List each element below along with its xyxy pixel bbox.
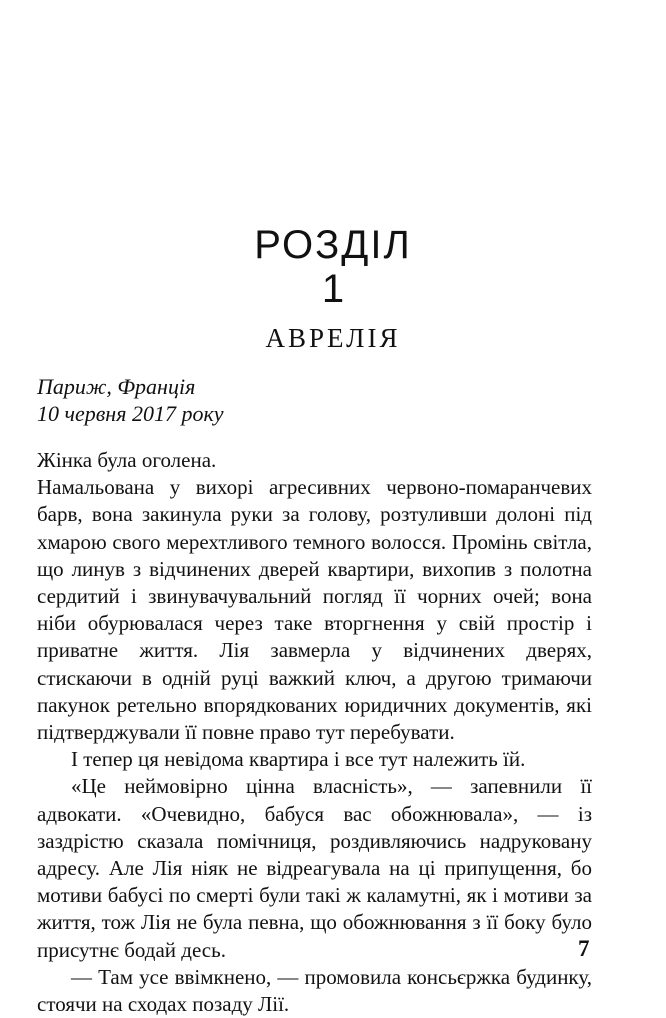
- chapter-number: 1: [321, 267, 345, 311]
- location-place: Париж, Франція: [37, 374, 196, 399]
- body-text: [37, 447, 592, 1018]
- paragraph: «Це неймовірно цінна власність», — запевнили її адвокати. «Очевидно, бабуся вас обожнювала», — із заздрістю сказала помічниця, роздивляючись надруковану адресу. Але Лія ніяк не відреагувала на ці припущення, бо мотиви бабусі по смерті були такі ж каламутні, як і мотиви за життя, тож Лія не була певна, що обожнювання з її боку було присутнє бодай десь.: [37, 774, 592, 962]
- location-date: 10 червня 2017 року: [37, 401, 224, 426]
- chapter-label: РОЗДІЛ: [254, 223, 412, 267]
- paragraph: Жінка була оголена.: [37, 448, 217, 472]
- paragraph: — Там усе ввімкнено, — промовила консьєржка будинку, стоячи на сходах позаду Лії.: [37, 964, 592, 1017]
- paragraph: І тепер ця невідома квартира і все тут належить їй.: [71, 747, 526, 772]
- page-number: 7: [578, 936, 590, 961]
- chapter-title: АВРЕЛІЯ: [265, 323, 401, 353]
- paragraph: Намальована у вихорі агресивних червоно-помаранчевих барв, вона закинула руки за голову, розтуливши долоні під хмарою свого мерехтливого темного волосся. Промінь світла, що линув з відчинених дверей квартири, вихопив з полотна сердитий і звинувачувальний погляд її чорних очей; вона ніби обурювалася через таке вторгнення у свій простір і приватне життя. Лія завмерла у відчинених дверях, стискаючи в одній руці важкий ключ, а другою тримаючи пакунок ретельно впорядкованих юридичних документів, які підтверджували її повне право тут перебувати.: [37, 475, 592, 745]
